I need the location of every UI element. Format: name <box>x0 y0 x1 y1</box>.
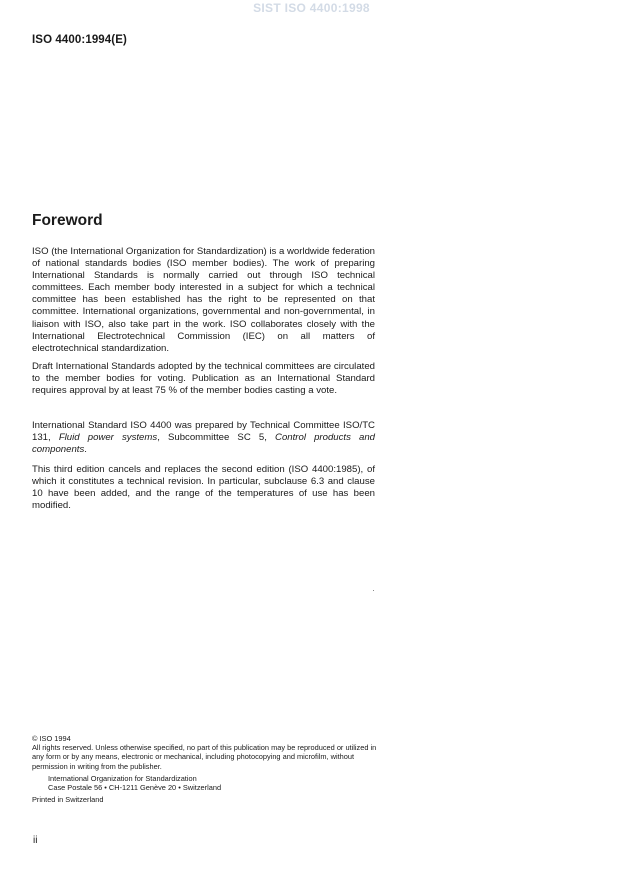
foreword-paragraph-4: This third edition cancels and replaces the second edition (ISO 4400:1985), of which it constitutes a technical revision. In particular, subclause 6.3 and clause 10 have been added, and the range of the temperatures of use has been modified. <box>32 464 375 512</box>
document-id: ISO 4400:1994(E) <box>32 34 127 46</box>
org-name: International Organization for Standardization <box>48 774 197 783</box>
foreword-paragraph-2: Draft International Standards adopted by the technical committees are circulated to the member bodies for voting. Publication as an International Standard requires approval by at least 75 % of the member bodies casting a vote. <box>32 361 375 397</box>
foreword-paragraph-3 <box>32 420 375 456</box>
p3-text-a: International Standard ISO 4400 was prepared by Technical Committee ISO/TC 131, <box>32 420 375 444</box>
tc-title: Fluid power systems <box>58 432 158 444</box>
rights-statement: All rights reserved. Unless otherwise specified, no part of this publication may be reproduced or utilized in any form or by any means, electronic or mechanical, including photocopying and microfilm, without permission in writing from the publisher. <box>32 743 377 771</box>
scan-speck <box>373 590 374 591</box>
watermark: SIST ISO 4400:1998 <box>253 1 370 15</box>
p3-text-c: , Subcommittee SC 5, <box>157 432 276 444</box>
sc-title: Control products and components <box>32 432 376 456</box>
page-number: ii <box>33 835 38 846</box>
p3-text-e: . <box>84 444 87 456</box>
org-address: Case Postale 56 • CH-1211 Genève 20 • Switzerland <box>48 783 222 793</box>
printed-in: Printed in Switzerland <box>32 795 104 804</box>
copyright-line: © ISO 1994 <box>32 734 71 743</box>
foreword-paragraph-1: ISO (the International Organization for Standardization) is a worldwide federation of national standards bodies (ISO member bodies). The work of preparing International Standards is normally carried out through ISO technical committees. Each member body interested in a subject for which a technical committee has been established has the right to be represented on that committee. International organizations, governmental and non-governmental, in liaison with ISO, also take part in the work. ISO collaborates closely with the International Electrotechnical Commission (IEC) on all matters of electrotechnical standardization. <box>32 246 375 354</box>
publisher-address <box>48 774 398 793</box>
foreword-heading: Foreword <box>32 212 103 229</box>
